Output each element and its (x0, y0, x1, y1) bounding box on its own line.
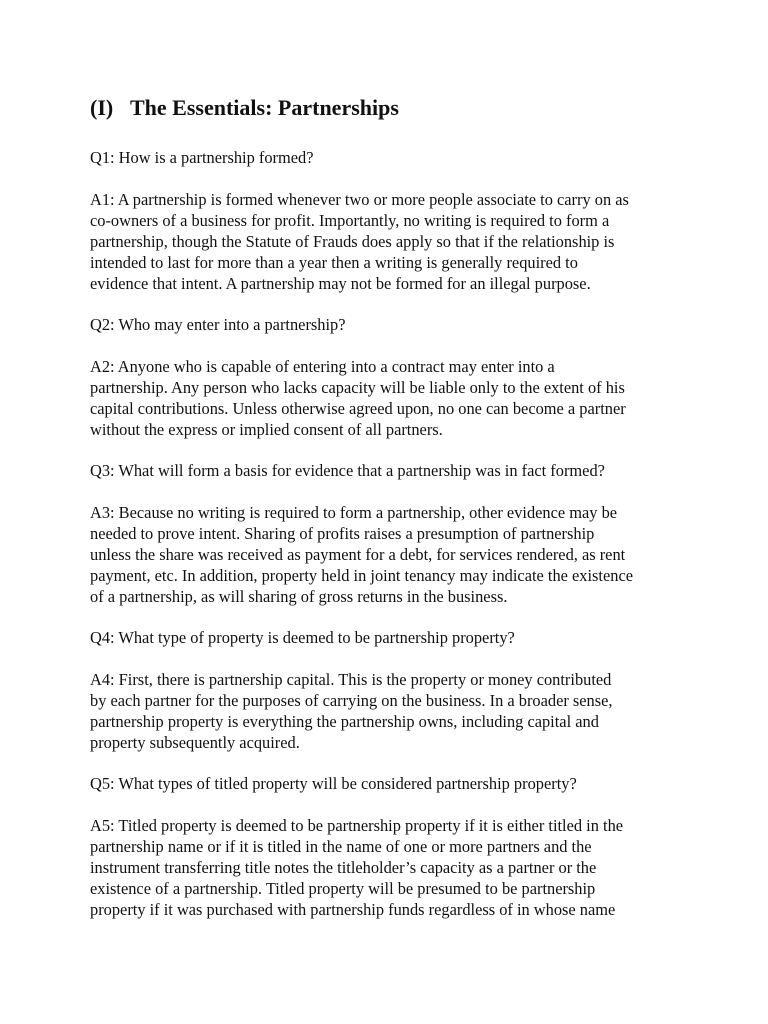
section-heading (90, 93, 399, 123)
answer-a3-line-2: needed to prove intent. Sharing of profits raises a presumption of partnership (90, 524, 595, 543)
answer-a1-line-3: partnership, though the Statute of Frauds does apply so that if the relationship is (90, 232, 615, 251)
answer-a4-line-1: A4: First, there is partnership capital. This is the property or money contributed (90, 670, 612, 689)
answer-a1-line-2: co-owners of a business for profit. Importantly, no writing is required to form a (90, 211, 610, 230)
answer-a2-line-2: partnership. Any person who lacks capacity will be liable only to the extent of his (90, 378, 625, 397)
question-q1: Q1: How is a partnership formed? (90, 148, 314, 167)
answer-a3-line-5: of a partnership, as will sharing of gross returns in the business. (90, 587, 508, 606)
answer-a5-line-1: A5: Titled property is deemed to be partnership property if it is either titled in the (90, 816, 624, 835)
question-q4: Q4: What type of property is deemed to be partnership property? (90, 628, 515, 647)
answer-a5-line-3: instrument transferring title notes the titleholder’s capacity as a partner or the (90, 858, 597, 877)
answer-a4-line-2: by each partner for the purposes of carrying on the business. In a broader sense, (90, 691, 613, 710)
answer-a1-line-4: intended to last for more than a year then a writing is generally required to (90, 253, 578, 272)
section-title: The Essentials: Partnerships (130, 95, 399, 120)
answer-a5-line-2: partnership name or if it is titled in the name of one or more partners and the (90, 837, 592, 856)
answer-a1-line-5: evidence that intent. A partnership may not be formed for an illegal purpose. (90, 274, 591, 293)
question-q2: Q2: Who may enter into a partnership? (90, 315, 346, 334)
answer-a3-line-3: unless the share was received as payment for a debt, for services rendered, as rent (90, 545, 626, 564)
answer-a2-line-4: without the express or implied consent of all partners. (90, 420, 443, 439)
answer-a5-line-5: property if it was purchased with partnership funds regardless of in whose name (90, 900, 616, 919)
answer-a3-line-1: A3: Because no writing is required to form a partnership, other evidence may be (90, 503, 618, 522)
question-q3: Q3: What will form a basis for evidence that a partnership was in fact formed? (90, 461, 605, 480)
answer-a4-line-4: property subsequently acquired. (90, 733, 300, 752)
question-q5: Q5: What types of titled property will be considered partnership property? (90, 774, 577, 793)
section-number: (I) (90, 95, 114, 120)
answer-a2-line-1: A2: Anyone who is capable of entering into a contract may enter into a (90, 357, 555, 376)
answer-a1-line-1: A1: A partnership is formed whenever two or more people associate to carry on as (90, 190, 629, 209)
answer-a3-line-4: payment, etc. In addition, property held in joint tenancy may indicate the existence (90, 566, 633, 585)
answer-a4-line-3: partnership property is everything the partnership owns, including capital and (90, 712, 599, 731)
answer-a2-line-3: capital contributions. Unless otherwise agreed upon, no one can become a partner (90, 399, 626, 418)
answer-a5-line-4: existence of a partnership. Titled property will be presumed to be partnership (90, 879, 596, 898)
